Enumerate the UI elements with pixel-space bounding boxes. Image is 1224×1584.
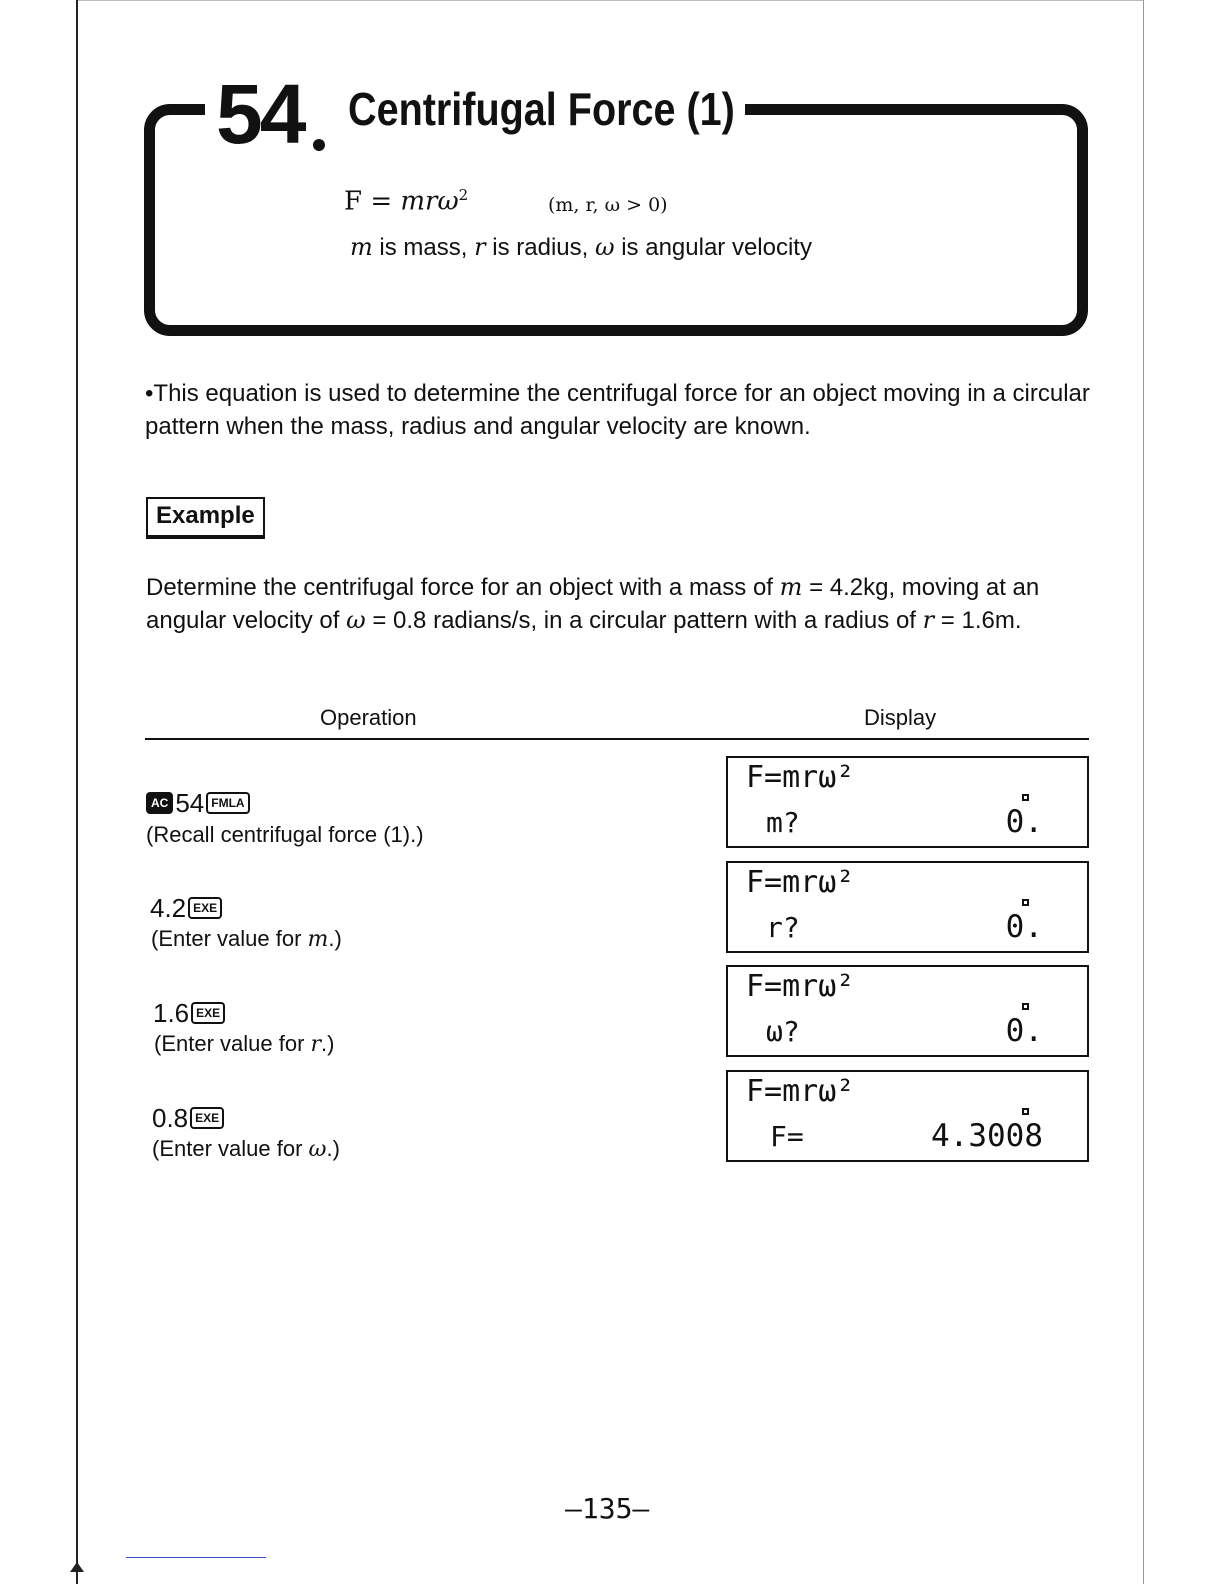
- section-title: Centrifugal Force (1): [348, 83, 735, 135]
- step-4-note-text-2: .): [326, 1136, 340, 1161]
- display-header: Display: [864, 705, 937, 730]
- step-2-note-text-1: (Enter value for: [151, 926, 308, 951]
- step-4-note-text-1: (Enter value for: [152, 1136, 309, 1161]
- desc-var-m: m: [350, 233, 373, 261]
- operation-header: Operation: [320, 705, 417, 730]
- lcd-value: 4.3008: [931, 1118, 1043, 1154]
- step-1-input: 54: [175, 788, 205, 818]
- desc-var-r: r: [474, 233, 486, 261]
- step-1-note: [146, 822, 424, 848]
- page-left-rule: [76, 0, 78, 1584]
- fmla-key: FMLA: [206, 792, 249, 814]
- step-1-keys: [146, 790, 250, 816]
- exe-key: EXE: [190, 1107, 224, 1129]
- example-text-4: = 1.6m.: [934, 607, 1022, 634]
- lcd-value: 0.: [1005, 804, 1043, 840]
- exe-key: EXE: [188, 897, 222, 919]
- intro-bullet: •This equation is used to determine the centrifugal force for an object moving in a circular pattern when the mass, radius and angular velocity are known.: [145, 380, 1090, 440]
- example-var-m: m: [779, 573, 803, 601]
- formula-eq: =: [370, 186, 393, 217]
- lcd-value: 0.: [1005, 1013, 1043, 1049]
- example-text-2: = 4.2kg, moving at an angular velocity of: [146, 574, 1040, 634]
- lcd-formula: F=mrω²: [746, 1074, 855, 1109]
- step-3-keys: [153, 1000, 225, 1026]
- example-text-3: = 0.8 radians/s, in a circular pattern with a radius of: [365, 607, 923, 634]
- page-top-rule: [78, 0, 1144, 1]
- step-3-display: [726, 965, 1089, 1057]
- formula-rhs: mrω: [400, 186, 459, 217]
- step-2-input: 4.2: [150, 893, 187, 923]
- bottom-margin-rule: [126, 1557, 266, 1558]
- step-4-display: [726, 1070, 1089, 1162]
- lcd-prompt: ω?: [766, 1015, 800, 1048]
- lcd-formula: F=mrω²: [746, 760, 855, 795]
- step-4-note-var: ω: [308, 1137, 327, 1162]
- example-body: [146, 571, 1096, 637]
- lcd-formula: F=mrω²: [746, 865, 855, 900]
- desc-text-1: is mass,: [372, 234, 475, 261]
- section-number-dot: [313, 139, 325, 151]
- lcd-indicator-icon: [1022, 1108, 1029, 1115]
- example-label: Example: [146, 497, 265, 539]
- corner-marker-icon: [70, 1562, 84, 1572]
- formula-condition: (m, r, ω > 0): [548, 194, 668, 216]
- step-2-display: [726, 861, 1089, 953]
- step-2-note-var: m: [307, 927, 329, 952]
- step-4-input: 0.8: [152, 1103, 189, 1133]
- section-number: 54: [216, 67, 304, 161]
- page-right-rule: [1143, 0, 1144, 1584]
- lcd-prompt: r?: [766, 911, 800, 944]
- lcd-indicator-icon: [1022, 1003, 1029, 1010]
- desc-text-3: is angular velocity: [614, 234, 812, 261]
- step-3-input: 1.6: [153, 998, 190, 1028]
- lcd-indicator-icon: [1022, 899, 1029, 906]
- example-var-omega: ω: [346, 606, 366, 634]
- step-4-note: [152, 1136, 340, 1162]
- step-3-note-text-1: (Enter value for: [154, 1031, 311, 1056]
- step-3-note: [154, 1031, 335, 1057]
- ac-key: AC: [146, 792, 173, 814]
- lcd-prompt: F=: [770, 1120, 804, 1153]
- step-3-note-var: r: [310, 1032, 322, 1057]
- formula-lhs: F: [344, 186, 363, 217]
- lcd-value: 0.: [1005, 909, 1043, 945]
- exe-key: EXE: [191, 1002, 225, 1024]
- step-1-note-text: (Recall centrifugal force (1).): [146, 822, 424, 847]
- desc-text-2: is radius,: [485, 234, 595, 261]
- step-2-keys: [150, 895, 222, 921]
- lcd-formula: F=mrω²: [746, 969, 855, 1004]
- step-2-note-text-2: .): [328, 926, 342, 951]
- step-4-keys: [152, 1105, 224, 1131]
- page-number: –135–: [565, 1492, 650, 1525]
- formula-description: [350, 234, 812, 261]
- formula-exponent: 2: [458, 186, 469, 204]
- step-1-display: [726, 756, 1089, 848]
- example-var-r: r: [922, 606, 935, 634]
- step-2-note: [151, 926, 342, 952]
- lcd-indicator-icon: [1022, 794, 1029, 801]
- lcd-prompt: m?: [766, 806, 800, 839]
- example-text-1: Determine the centrifugal force for an object with a mass of: [146, 574, 780, 601]
- step-3-note-text-2: .): [321, 1031, 335, 1056]
- formula: [344, 188, 468, 215]
- desc-var-omega: ω: [594, 233, 615, 261]
- table-header-rule: [145, 738, 1089, 740]
